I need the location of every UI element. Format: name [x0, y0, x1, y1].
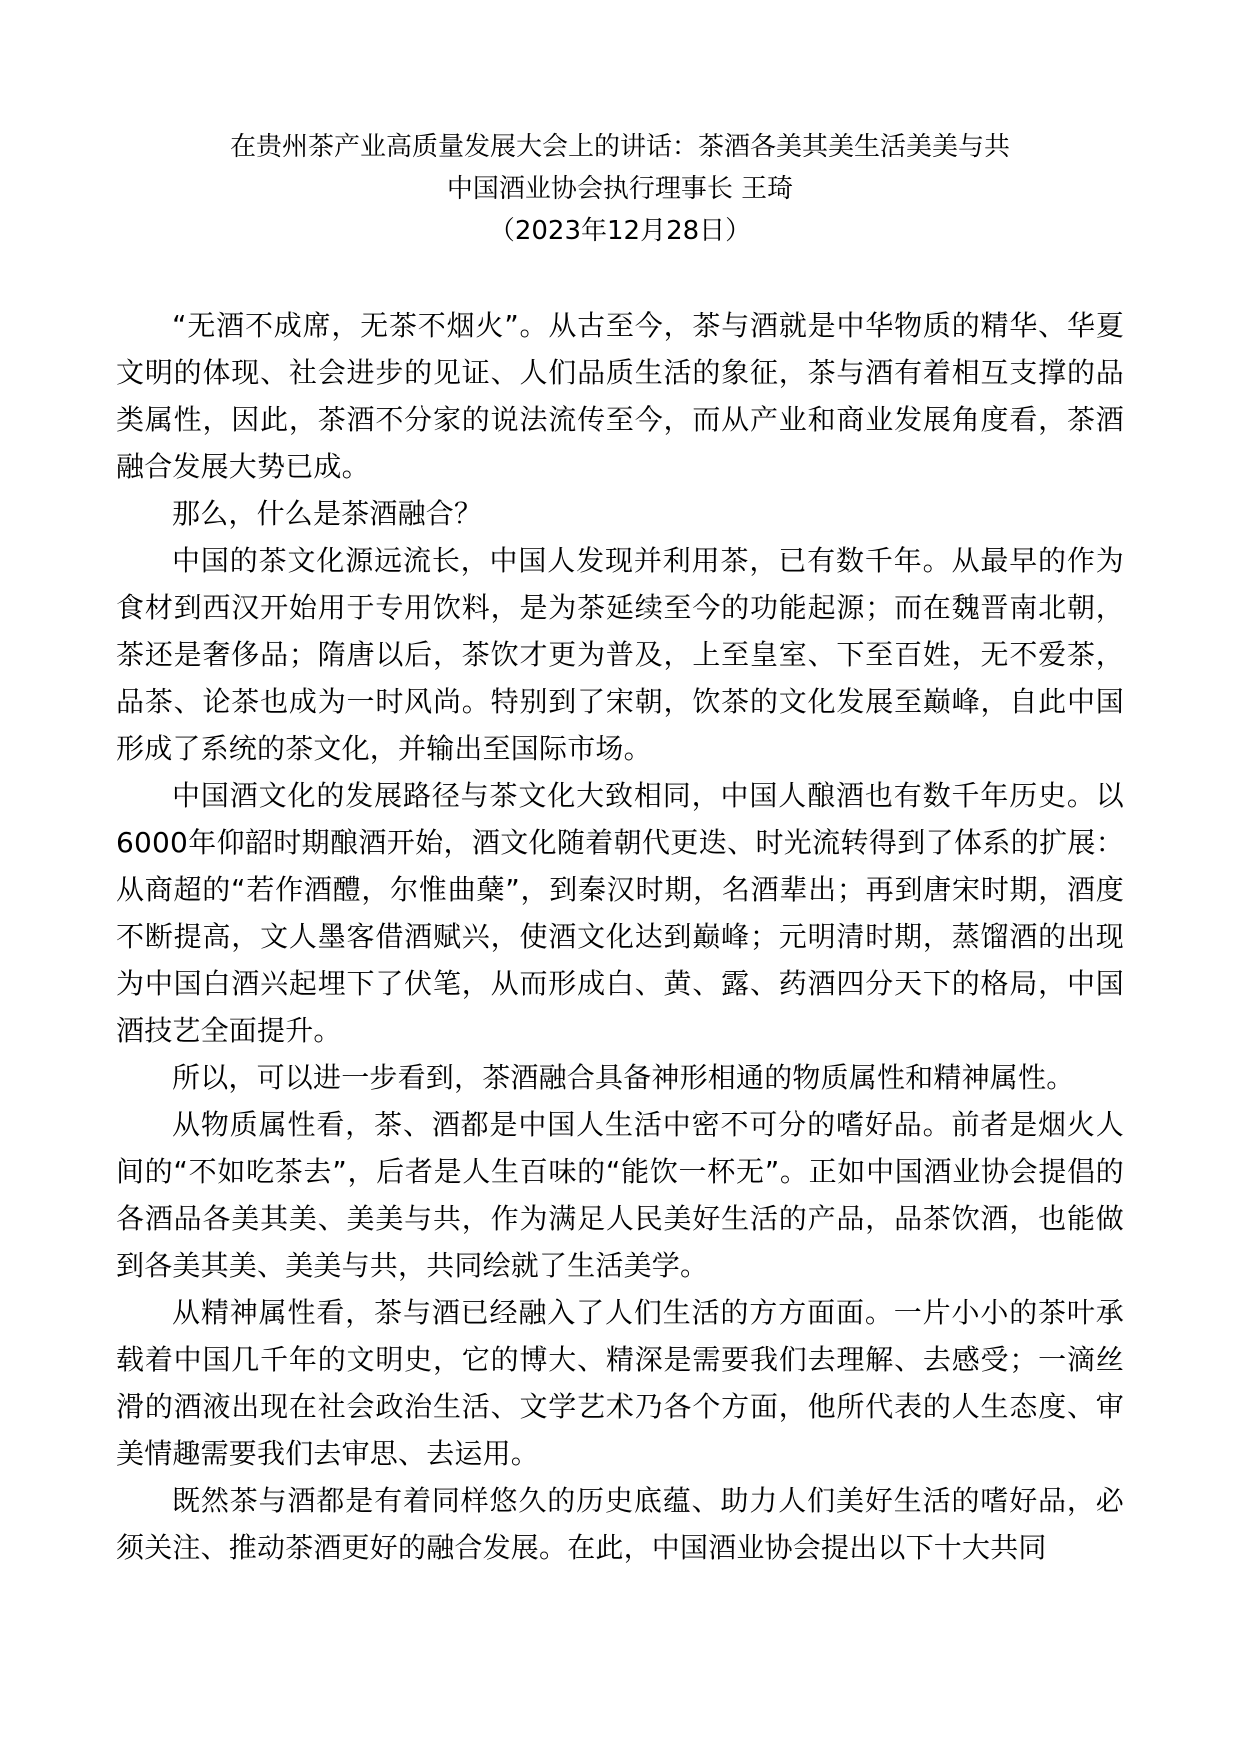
- paragraph-tea-culture: 中国的茶文化源远流长，中国人发现并利用茶，已有数千年。从最早的作为食材到西汉开始用于专用饮料，是为茶延续至今的功能起源；而在魏晋南北朝，茶还是奢侈品；隋唐以后，茶饮才更为普及，上至皇室、下至百姓，无不爱茶，品茶、论茶也成为一时风尚。特别到了宋朝，饮茶的文化发展至巅峰，自此中国形成了系统的茶文化，并输出至国际市场。: [116, 544, 1124, 765]
- paragraph-material-attribute: 从物质属性看，茶、酒都是中国人生活中密不可分的嗜好品。前者是烟火人间的“不如吃茶去”，后者是人生百味的“能饮一杯无”。正如中国酒业协会提倡的各酒品各美其美、美美与共，作为满足人民美好生活的产品，品茶饮酒，也能做到各美其美、美美与共，共同绘就了生活美学。: [116, 1108, 1124, 1282]
- paragraph-spiritual-attribute: 从精神属性看，茶与酒已经融入了人们生活的方方面面。一片小小的茶叶承载着中国几千年的文明史，它的博大、精深是需要我们去理解、去感受；一滴丝滑的酒液出现在社会政治生活、文学艺术乃各个方面，他所代表的人生态度、审美情趣需要我们去审思、去运用。: [116, 1296, 1124, 1470]
- document-title: 在贵州茶产业高质量发展大会上的讲话：茶酒各美其美生活美美与共: [229, 132, 1010, 162]
- speech-date: （2023年12月28日）: [488, 216, 752, 246]
- speaker-line: 中国酒业协会执行理事长 王琦: [446, 174, 794, 204]
- document-header: [116, 126, 1124, 252]
- document-body: [116, 302, 1124, 1571]
- paragraph-question: 那么，什么是茶酒融合？: [172, 497, 483, 530]
- paragraph-intro: “无酒不成席，无茶不烟火”。从古至今，茶与酒就是中华物质的精华、华夏文明的体现、社会进步的见证、人们品质生活的象征，茶与酒有着相互支撑的品类属性，因此，茶酒不分家的说法流传至今，而从产业和商业发展角度看，茶酒融合发展大势已成。: [116, 309, 1124, 483]
- paragraph-proposal: 既然茶与酒都是有着同样悠久的历史底蕴、助力人们美好生活的嗜好品，必须关注、推动茶酒更好的融合发展。在此，中国酒业协会提出以下十大共同: [116, 1484, 1124, 1564]
- paragraph-summary: 所以，可以进一步看到，茶酒融合具备神形相通的物质属性和精神属性。: [172, 1061, 1075, 1094]
- paragraph-liquor-culture: 中国酒文化的发展路径与茶文化大致相同，中国人酿酒也有数千年历史。以6000年仰韶时期酿酒开始，酒文化随着朝代更迭、时光流转得到了体系的扩展：从商超的“若作酒醴，尔惟曲蘖”，到秦汉时期，名酒辈出；再到唐宋时期，酒度不断提高，文人墨客借酒赋兴，使酒文化达到巅峰；元明清时期，蒸馏酒的出现为中国白酒兴起埋下了伏笔，从而形成白、黄、露、药酒四分天下的格局，中国酒技艺全面提升。: [116, 779, 1124, 1047]
